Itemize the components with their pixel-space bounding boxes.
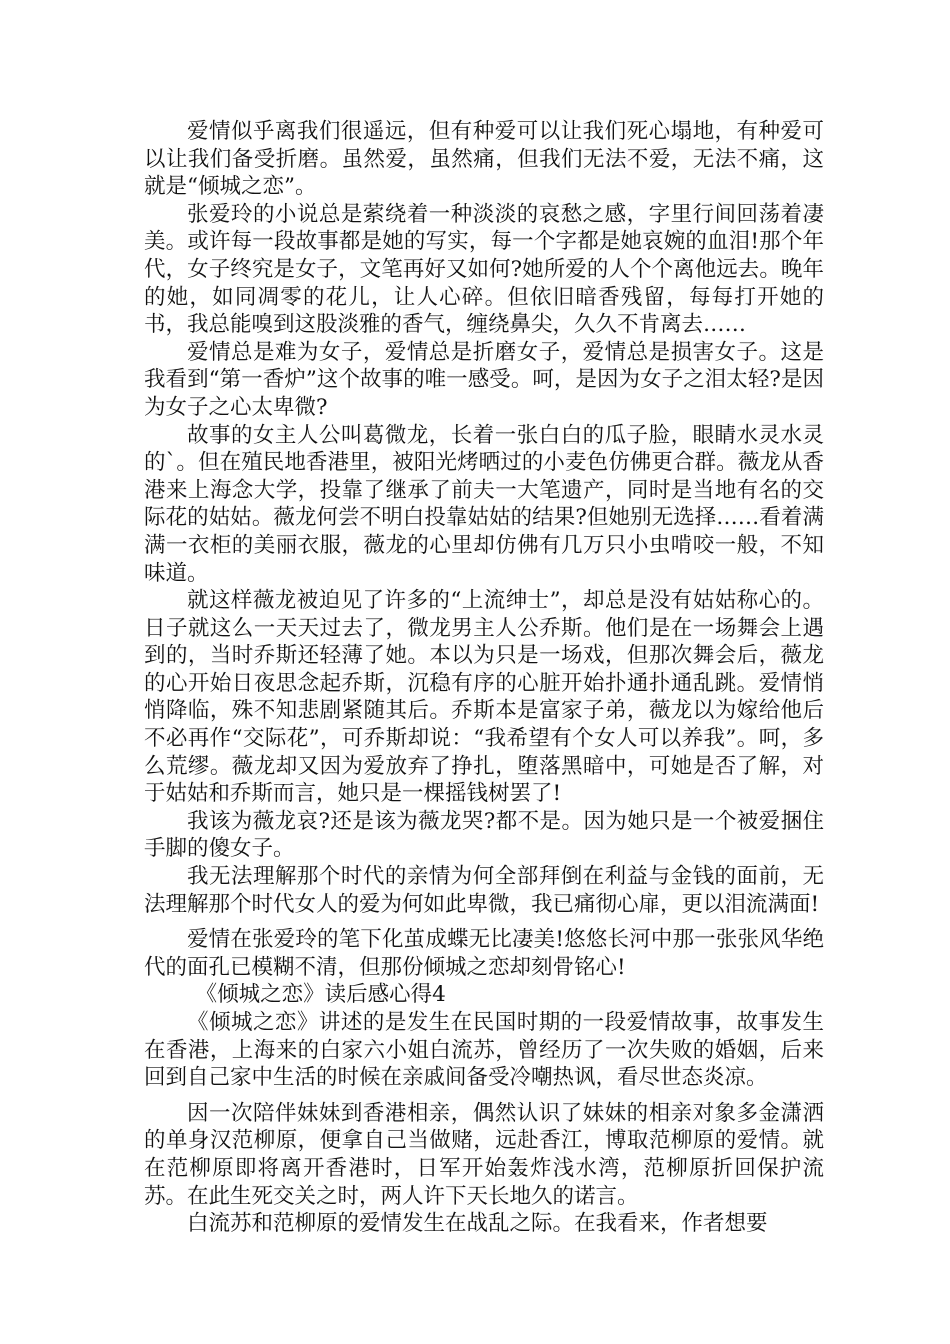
paragraph-5: 就这样薇龙被迫见了许多的“上流绅士”，却总是没有姑姑称心的。日子就这么一天天过去了，微龙男主人公乔斯。他们是在一场舞会上遇到的，当时乔斯还轻薄了她。本以为只是一场戏，但那次舞会后，薇龙的心开始日夜思念起乔斯，沉稳有序的心脏开始扑通扑通乱跳。爱情悄悄降临，殊不知悲剧紧随其后。乔斯本是富家子弟，薇龙以为嫁给他后不必再作“交际花”，可乔斯却说：“我希望有个女人可以养我”。呵，多么荒缪。薇龙却又因为爱放弃了挣扎，堕落黑暗中，可她是否了解，对于姑姑和乔斯而言，她只是一棵摇钱树罢了! [144, 588, 824, 807]
section-heading: 《倾城之恋》读后感心得4 [195, 982, 446, 1008]
document-body [144, 118, 824, 1238]
paragraph-1: 爱情似乎离我们很遥远，但有种爱可以让我们死心塌地，有种爱可以让我们备受折磨。虽然爱，虽然痛，但我们无法不爱，无法不痛，这就是“倾城之恋”。 [144, 119, 824, 200]
paragraph-11: 白流苏和范柳原的爱情发生在战乱之际。在我看来，作者想要 [187, 1211, 768, 1237]
paragraph-7: 我无法理解那个时代的亲情为何全部拜倒在利益与金钱的面前，无法理解那个时代女人的爱为何如此卑微，我已痛彻心扉，更以泪流满面! [144, 864, 824, 917]
paragraph-9: 《倾城之恋》讲述的是发生在民国时期的一段爱情故事，故事发生在香港，上海来的白家六小姐白流苏，曾经历了一次失败的婚姻，后来回到自己家中生活的时候在亲戚间备受冷嘲热讽，看尽世态炎凉。 [144, 1010, 824, 1091]
paragraph-3: 爱情总是难为女子，爱情总是折磨女子，爱情总是损害女子。这是我看到“第一香炉”这个故事的唯一感受。呵，是因为女子之泪太轻?是因为女子之心太卑微? [144, 339, 824, 420]
paragraph-2: 张爱玲的小说总是萦绕着一种淡淡的哀愁之感，字里行间回荡着凄美。或许每一段故事都是她的写实，每一个字都是她哀婉的血泪!那个年代，女子终究是女子，文笔再好又如何?她所爱的人个个离他远去。晚年的她，如同凋零的花儿，让人心碎。但依旧暗香残留，每每打开她的书，我总能嗅到这股淡雅的香气，缠绕鼻尖，久久不肯离去…… [144, 201, 824, 338]
paragraph-10: 因一次陪伴妹妹到香港相亲，偶然认识了妹妹的相亲对象多金潇洒的单身汉范柳原，便拿自己当做赌，远赴香江，博取范柳原的爱情。就在范柳原即将离开香港时，日军开始轰炸浅水湾，范柳原折回保护流苏。在此生死交关之时，两人许下天长地久的诺言。 [144, 1100, 824, 1209]
paragraph-4: 故事的女主人公叫葛微龙，长着一张白白的瓜子脸，眼睛水灵水灵的`。但在殖民地香港里，被阳光烤晒过的小麦色仿佛更合群。薇龙从香港来上海念大学，投靠了继承了前夫一大笔遗产，同时是当地有名的交际花的姑姑。薇龙何尝不明白投靠姑姑的结果?但她别无选择……看着满满一衣柜的美丽衣服，薇龙的心里却仿佛有几万只小虫啃咬一般，不知味道。 [144, 422, 824, 586]
paragraph-8: 爱情在张爱玲的笔下化茧成蝶无比凄美!悠悠长河中那一张张风华绝代的面孔已模糊不清，但那份倾城之恋却刻骨铭心! [144, 927, 824, 980]
paragraph-6: 我该为薇龙哀?还是该为薇龙哭?都不是。因为她只是一个被爱捆住手脚的傻女子。 [144, 808, 824, 862]
